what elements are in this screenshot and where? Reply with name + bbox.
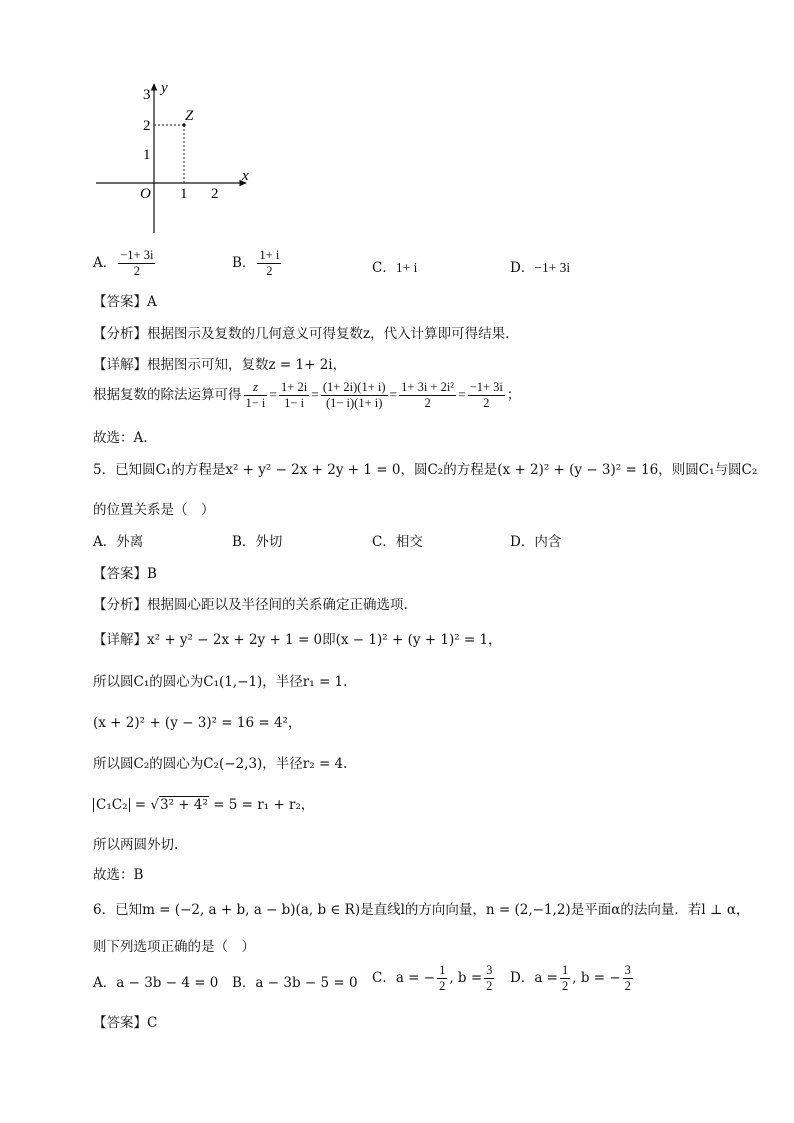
q6-answer bbox=[93, 1011, 157, 1031]
fraction bbox=[437, 963, 447, 994]
option-prefix: D．a = bbox=[510, 970, 558, 986]
q4-answer bbox=[93, 290, 157, 310]
numerator: 1+ i bbox=[259, 248, 280, 262]
q5-option-a: A．外离 bbox=[93, 534, 144, 550]
q5-stem-line-1: 5．已知圆C₁的方程是x² + y² − 2x + 2y + 1 = 0，圆C₂的方程是(x + 2)² + (y − 3)² = 16，则圆C₁与圆C₂ bbox=[93, 462, 758, 478]
option-letter: D． bbox=[510, 260, 535, 276]
calc-prefix: 根据复数的除法运算可得 bbox=[93, 387, 242, 403]
option-letter: C． bbox=[372, 260, 396, 276]
q5-line-4: C₁C₂ = √3² + 4² = 5 = r₁ + r₂， bbox=[93, 793, 314, 813]
x-tick-2: 2 bbox=[211, 186, 219, 202]
denominator: 2 bbox=[133, 264, 140, 278]
denominator: (1− i)(1+ i) bbox=[325, 396, 383, 410]
analysis-tag: 【分析】 bbox=[93, 597, 147, 613]
analysis-text: 根据圆心距以及半径间的关系确定正确选项. bbox=[147, 597, 408, 613]
q6-stem-line-1: 6．已知m = (−2, a + b, a − b)(a, b ∈ R)是直线l的方向向量，n = (2,−1,2)是平面α的法向量．若l ⊥ α， bbox=[93, 902, 750, 918]
fraction bbox=[244, 380, 268, 411]
calc-end: ； bbox=[506, 387, 521, 403]
answer-value: B bbox=[147, 566, 157, 582]
q4-option-b bbox=[232, 248, 283, 279]
numerator: 3 bbox=[624, 963, 631, 977]
detail-tag: 【详解】 bbox=[93, 632, 147, 648]
point-z-label: Z bbox=[185, 108, 194, 124]
q4-option-d bbox=[510, 256, 570, 276]
option-middle: , b = bbox=[449, 970, 483, 986]
denominator: 2 bbox=[439, 979, 446, 993]
detail-text: 根据图示可知，复数z = 1+ 2i， bbox=[147, 357, 347, 373]
equals-sign: = bbox=[134, 797, 147, 813]
distance-result: = 5 = r₁ + r₂， bbox=[213, 797, 315, 813]
q5-detail bbox=[93, 628, 502, 648]
q5-option-d: D．内含 bbox=[510, 534, 562, 550]
denominator: 1− i bbox=[284, 396, 305, 410]
numerator: z bbox=[244, 380, 268, 396]
fraction bbox=[321, 380, 388, 411]
answer-tag: 【答案】 bbox=[93, 294, 147, 310]
fraction bbox=[468, 380, 505, 411]
fraction bbox=[399, 380, 456, 411]
y-tick-1: 1 bbox=[143, 147, 151, 163]
numerator: 1 bbox=[439, 963, 446, 977]
q6-option-b: B．a − 3b − 5 = 0 bbox=[232, 975, 358, 991]
q6-option-c bbox=[372, 963, 496, 994]
q6-option-d bbox=[510, 963, 635, 994]
option-value: −1+ 3i bbox=[534, 260, 571, 275]
q4-option-c bbox=[372, 256, 417, 276]
fraction bbox=[279, 380, 309, 411]
q5-line-3: 所以圆C₂的圆心为C₂(−2,3)，半径r₂ = 4. bbox=[93, 756, 348, 772]
analysis-tag: 【分析】 bbox=[93, 326, 147, 342]
q4-choose: 故选：A. bbox=[93, 430, 148, 446]
fraction bbox=[623, 963, 633, 994]
option-prefix: C．a = − bbox=[372, 970, 436, 986]
q5-line-5: 所以两圆外切. bbox=[93, 837, 179, 853]
q5-choose: 故选：B bbox=[93, 867, 144, 883]
fraction bbox=[118, 248, 155, 279]
denominator: 1− i bbox=[245, 396, 266, 410]
q5-analysis bbox=[93, 593, 408, 613]
denominator: 2 bbox=[483, 396, 490, 410]
numerator: 1+ 2i bbox=[281, 380, 308, 394]
numerator: −1+ 3i bbox=[469, 380, 503, 394]
q5-line-1: 所以圆C₁的圆心为C₁(1,−1)，半径r₁ = 1. bbox=[93, 674, 348, 690]
denominator: 2 bbox=[624, 979, 631, 993]
x-axis-label: x bbox=[242, 168, 249, 184]
numerator: −1+ 3i bbox=[120, 248, 154, 262]
q4-calculation: 根据复数的除法运算可得 $\frac{z}{1- i}$ = $\frac{1+ 2i}{1- i}$ = $\frac{(1+ 2i)(1+ i)}{(1- i)(1+ i)}$ = $\frac{\text{1+ 3i + 2i²}}{2}$ = $\frac{-1+ 3i}{2}$ ； bbox=[93, 380, 521, 410]
q4-option-a bbox=[93, 248, 157, 279]
denominator: 2 bbox=[424, 396, 431, 410]
denominator: 2 bbox=[486, 979, 493, 993]
fraction bbox=[484, 963, 494, 994]
option-letter: A． bbox=[93, 255, 117, 271]
numerator: 3 bbox=[486, 963, 493, 977]
q4-detail bbox=[93, 353, 346, 373]
q6-option-a: A．a − 3b − 4 = 0 bbox=[93, 975, 219, 991]
detail-text: x² + y² − 2x + 2y + 1 = 0即(x − 1)² + (y + 1)² = 1， bbox=[147, 632, 502, 648]
q5-option-b: B．外切 bbox=[232, 534, 283, 550]
q5-option-c: C．相交 bbox=[372, 534, 423, 550]
option-value: 1+ i bbox=[395, 260, 418, 275]
option-letter: B． bbox=[232, 255, 256, 271]
answer-value: A bbox=[147, 294, 157, 310]
origin-label: O bbox=[140, 186, 151, 202]
numerator: (1+ 2i)(1+ i) bbox=[322, 380, 386, 394]
fraction bbox=[560, 963, 570, 994]
numerator: 1 bbox=[561, 963, 569, 977]
analysis-text: 根据图示及复数的几何意义可得复数z，代入计算即可得结果. bbox=[147, 326, 510, 342]
coordinate-figure bbox=[0, 0, 794, 240]
detail-tag: 【详解】 bbox=[93, 357, 147, 373]
q5-stem-line-2: 的位置关系是（ ） bbox=[93, 502, 215, 518]
y-tick-3: 3 bbox=[143, 87, 151, 103]
answer-tag: 【答案】 bbox=[93, 1015, 147, 1031]
answer-value: C bbox=[147, 1015, 158, 1031]
numerator: 1+ 3i + 2i² bbox=[401, 380, 455, 394]
x-tick-1: 1 bbox=[180, 186, 188, 202]
q5-line-2: (x + 2)² + (y − 3)² = 16 = 4²， bbox=[93, 715, 302, 731]
q6-stem-line-2: 则下列选项正确的是（ ） bbox=[93, 939, 255, 955]
answer-tag: 【答案】 bbox=[93, 566, 147, 582]
option-middle: , b = − bbox=[572, 970, 621, 986]
sqrt-radicand: 3² + 4² bbox=[160, 797, 208, 813]
denominator: 2 bbox=[266, 264, 273, 278]
denominator: 2 bbox=[561, 979, 569, 993]
abs-distance: C₁C₂ bbox=[93, 798, 130, 812]
q5-answer bbox=[93, 562, 157, 582]
q4-analysis bbox=[93, 322, 509, 342]
y-tick-2: 2 bbox=[143, 118, 151, 134]
fraction bbox=[257, 248, 281, 279]
y-axis-label: y bbox=[161, 80, 168, 96]
